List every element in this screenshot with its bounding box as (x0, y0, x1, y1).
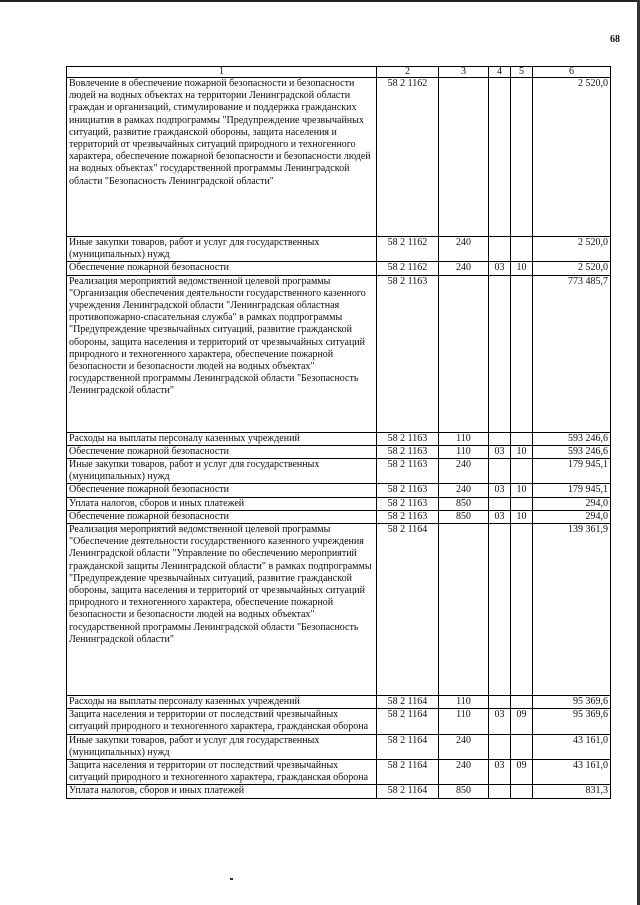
table-row (67, 524, 611, 696)
table-row (67, 262, 611, 275)
row-vr: 110 (439, 432, 489, 445)
row-rz (489, 696, 511, 709)
row-sum: 593 246,6 (533, 445, 611, 458)
row-vr: 240 (439, 484, 489, 497)
row-pr (511, 785, 533, 798)
row-csr: 58 2 1164 (377, 760, 439, 785)
row-pr: 10 (511, 484, 533, 497)
row-name: Обеспечение пожарной безопасности (67, 262, 377, 275)
row-csr: 58 2 1164 (377, 734, 439, 759)
row-sum: 593 246,6 (533, 432, 611, 445)
row-pr: 09 (511, 760, 533, 785)
row-csr: 58 2 1164 (377, 696, 439, 709)
row-vr: 110 (439, 445, 489, 458)
row-rz: 03 (489, 445, 511, 458)
row-vr (439, 275, 489, 432)
row-name: Обеспечение пожарной безопасности (67, 484, 377, 497)
table-row (67, 459, 611, 484)
row-name: Иные закупки товаров, работ и услуг для государственных (муниципальных) нужд (67, 459, 377, 484)
row-pr: 10 (511, 510, 533, 523)
row-name: Расходы на выплаты персоналу казенных учреждений (67, 432, 377, 445)
row-vr: 110 (439, 696, 489, 709)
scan-speck (230, 878, 233, 880)
row-sum: 2 520,0 (533, 262, 611, 275)
row-name: Уплата налогов, сборов и иных платежей (67, 785, 377, 798)
table-row (67, 432, 611, 445)
row-vr: 240 (439, 262, 489, 275)
row-rz (489, 275, 511, 432)
row-sum: 43 161,0 (533, 760, 611, 785)
row-rz: 03 (489, 262, 511, 275)
row-vr (439, 78, 489, 237)
row-csr: 58 2 1163 (377, 497, 439, 510)
header-col-1: 1 (67, 67, 377, 78)
row-pr (511, 432, 533, 445)
row-name: Уплата налогов, сборов и иных платежей (67, 497, 377, 510)
table-header-row (67, 67, 611, 78)
row-sum: 95 369,6 (533, 709, 611, 734)
row-name: Иные закупки товаров, работ и услуг для государственных (муниципальных) нужд (67, 734, 377, 759)
row-csr: 58 2 1162 (377, 78, 439, 237)
header-col-6: 6 (533, 67, 611, 78)
row-pr (511, 734, 533, 759)
row-csr: 58 2 1164 (377, 785, 439, 798)
table-row (67, 445, 611, 458)
row-rz (489, 237, 511, 262)
row-rz (489, 459, 511, 484)
table-row (67, 709, 611, 734)
table-row (67, 497, 611, 510)
budget-table (66, 66, 611, 799)
table-row (67, 237, 611, 262)
row-sum: 2 520,0 (533, 78, 611, 237)
row-pr (511, 696, 533, 709)
row-rz: 03 (489, 709, 511, 734)
row-vr: 110 (439, 709, 489, 734)
row-sum: 831,3 (533, 785, 611, 798)
row-vr (439, 524, 489, 696)
row-csr: 58 2 1163 (377, 484, 439, 497)
header-col-4: 4 (489, 67, 511, 78)
row-rz: 03 (489, 760, 511, 785)
row-rz (489, 432, 511, 445)
row-csr: 58 2 1163 (377, 510, 439, 523)
row-pr: 09 (511, 709, 533, 734)
row-csr: 58 2 1164 (377, 524, 439, 696)
row-vr: 240 (439, 459, 489, 484)
row-name: Обеспечение пожарной безопасности (67, 510, 377, 523)
table-row (67, 760, 611, 785)
table-row (67, 78, 611, 237)
row-pr: 10 (511, 445, 533, 458)
row-sum: 294,0 (533, 497, 611, 510)
row-name: Иные закупки товаров, работ и услуг для государственных (муниципальных) нужд (67, 237, 377, 262)
row-rz (489, 785, 511, 798)
row-vr: 850 (439, 510, 489, 523)
row-vr: 850 (439, 497, 489, 510)
row-rz: 03 (489, 484, 511, 497)
table-row (67, 696, 611, 709)
header-col-5: 5 (511, 67, 533, 78)
row-csr: 58 2 1164 (377, 709, 439, 734)
table-row (67, 510, 611, 523)
row-pr: 10 (511, 262, 533, 275)
row-name: Защита населения и территории от последствий чрезвычайных ситуаций природного и техногенного характера, гражданская оборона (67, 760, 377, 785)
row-pr (511, 524, 533, 696)
row-csr: 58 2 1163 (377, 432, 439, 445)
row-sum: 179 945,1 (533, 484, 611, 497)
row-vr: 240 (439, 237, 489, 262)
row-sum: 2 520,0 (533, 237, 611, 262)
header-col-2: 2 (377, 67, 439, 78)
header-col-3: 3 (439, 67, 489, 78)
row-rz (489, 78, 511, 237)
row-name: Вовлечение в обеспечение пожарной безопасности и безопасности людей на водных объектах на территории Ленинградской области граждан и организаций, стимулирование и поддержка гражданских инициатив в рамках подпрограммы "Предупреждение чрезвычайных ситуаций, развитие гражданской обороны, защита населения и территорий от чрезвычайных ситуаций природного и техногенного характера, обеспечение пожарной безопасности и безопасности людей на водных объектах" государственной программы Ленинградской области "Безопасность Ленинградской области" (67, 78, 377, 237)
row-csr: 58 2 1163 (377, 459, 439, 484)
row-sum: 294,0 (533, 510, 611, 523)
row-name: Защита населения и территории от последствий чрезвычайных ситуаций природного и техногенного характера, гражданская оборона (67, 709, 377, 734)
table-row (67, 785, 611, 798)
row-pr (511, 497, 533, 510)
table-row (67, 484, 611, 497)
row-sum: 773 485,7 (533, 275, 611, 432)
row-vr: 850 (439, 785, 489, 798)
row-rz (489, 497, 511, 510)
row-name: Реализация мероприятий ведомственной целевой программы "Организация обеспечения деятельности государственного казенного учреждения Ленинградской области "Ленинградская областная противопожарно-спасательная служба" в рамках подпрограммы "Предупреждение чрезвычайных ситуаций, развитие гражданской обороны, защита населения и территорий от чрезвычайных ситуаций природного и техногенного характера, обеспечение пожарной безопасности и безопасности людей на водных объектах" государственной программы Ленинградской области "Безопасность Ленинградской области" (67, 275, 377, 432)
table-row (67, 275, 611, 432)
row-sum: 139 361,9 (533, 524, 611, 696)
row-name: Расходы на выплаты персоналу казенных учреждений (67, 696, 377, 709)
row-sum: 179 945,1 (533, 459, 611, 484)
row-sum: 95 369,6 (533, 696, 611, 709)
row-csr: 58 2 1162 (377, 237, 439, 262)
row-vr: 240 (439, 760, 489, 785)
page-number: 68 (610, 34, 620, 45)
row-rz (489, 524, 511, 696)
row-rz: 03 (489, 510, 511, 523)
row-pr (511, 459, 533, 484)
row-csr: 58 2 1163 (377, 275, 439, 432)
row-sum: 43 161,0 (533, 734, 611, 759)
page-top-edge (0, 0, 640, 2)
row-pr (511, 78, 533, 237)
row-rz (489, 734, 511, 759)
row-csr: 58 2 1163 (377, 445, 439, 458)
row-pr (511, 275, 533, 432)
row-name: Обеспечение пожарной безопасности (67, 445, 377, 458)
row-vr: 240 (439, 734, 489, 759)
row-name: Реализация мероприятий ведомственной целевой программы "Обеспечение деятельности государственного казенного учреждения Ленинградской области "Управление по обеспечению мероприятий гражданской защиты Ленинградской области" в рамках подпрограммы "Предупреждение чрезвычайных ситуаций, развитие гражданской обороны, защита населения и территорий от чрезвычайных ситуаций природного и техногенного характера, обеспечение пожарной безопасности и безопасности людей на водных объектах" государственной программы Ленинградской области "Безопасность Ленинградской области" (67, 524, 377, 696)
row-pr (511, 237, 533, 262)
row-csr: 58 2 1162 (377, 262, 439, 275)
table-row (67, 734, 611, 759)
